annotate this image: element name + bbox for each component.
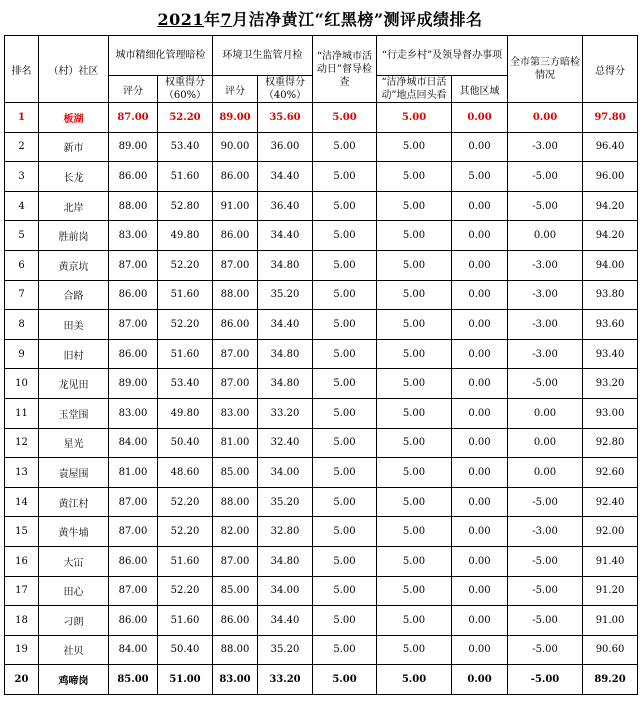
rank-cell: 2 (5, 132, 39, 162)
third-party-cell: 0.00 (508, 428, 583, 458)
community-cell: 星光 (39, 428, 109, 458)
total-score-cell: 92.80 (583, 428, 638, 458)
env-score-cell: 86.00 (213, 310, 258, 340)
rank-cell: 11 (5, 398, 39, 428)
env-score-cell: 86.00 (213, 606, 258, 636)
other-area-cell: 0.00 (452, 103, 508, 133)
other-area-cell: 0.00 (452, 517, 508, 547)
clean-spot-cell: 5.00 (377, 398, 452, 428)
env-score-cell: 87.00 (213, 339, 258, 369)
third-party-cell: -5.00 (508, 546, 583, 576)
other-area-cell: 0.00 (452, 132, 508, 162)
total-score-cell: 93.00 (583, 398, 638, 428)
header-total: 总得分 (583, 36, 638, 103)
env-score-cell: 86.00 (213, 162, 258, 192)
city-score-cell: 86.00 (109, 280, 158, 310)
table-row (5, 546, 638, 576)
env-weighted-cell: 34.80 (258, 369, 313, 399)
third-party-cell: -5.00 (508, 162, 583, 192)
rank-cell: 12 (5, 428, 39, 458)
env-weighted-cell: 34.40 (258, 162, 313, 192)
env-score-cell: 83.00 (213, 665, 258, 695)
third-party-cell: -3.00 (508, 250, 583, 280)
community-cell: 旧村 (39, 339, 109, 369)
total-score-cell: 97.80 (583, 103, 638, 133)
title-year-a: 20 (157, 10, 181, 29)
total-score-cell: 92.60 (583, 458, 638, 488)
total-score-cell: 93.40 (583, 339, 638, 369)
clean-day-cell: 5.00 (313, 250, 377, 280)
document-title (0, 0, 640, 36)
clean-spot-cell: 5.00 (377, 280, 452, 310)
city-weighted-cell: 49.80 (158, 398, 213, 428)
city-weighted-cell: 51.60 (158, 162, 213, 192)
env-score-cell: 86.00 (213, 221, 258, 251)
other-area-cell: 0.00 (452, 458, 508, 488)
city-weighted-cell: 53.40 (158, 369, 213, 399)
total-score-cell: 91.00 (583, 606, 638, 636)
city-score-cell: 86.00 (109, 606, 158, 636)
other-area-cell: 0.00 (452, 221, 508, 251)
city-weighted-cell: 52.20 (158, 250, 213, 280)
total-score-cell: 94.20 (583, 191, 638, 221)
city-score-cell: 87.00 (109, 103, 158, 133)
header-city-mgmt: 城市精细化管理暗检 (109, 36, 213, 76)
city-score-cell: 85.00 (109, 665, 158, 695)
env-score-cell: 88.00 (213, 635, 258, 665)
other-area-cell: 0.00 (452, 191, 508, 221)
city-score-cell: 86.00 (109, 546, 158, 576)
clean-spot-cell: 5.00 (377, 428, 452, 458)
city-score-cell: 89.00 (109, 369, 158, 399)
total-score-cell: 96.40 (583, 132, 638, 162)
third-party-cell: 0.00 (508, 458, 583, 488)
other-area-cell: 0.00 (452, 487, 508, 517)
env-weighted-cell: 36.40 (258, 191, 313, 221)
city-weighted-cell: 52.20 (158, 576, 213, 606)
third-party-cell: 0.00 (508, 103, 583, 133)
env-weighted-cell: 34.80 (258, 250, 313, 280)
rank-cell: 14 (5, 487, 39, 517)
city-score-cell: 88.00 (109, 191, 158, 221)
city-score-cell: 81.00 (109, 458, 158, 488)
clean-spot-cell: 5.00 (377, 250, 452, 280)
env-weighted-cell: 33.20 (258, 398, 313, 428)
clean-day-cell: 5.00 (313, 310, 377, 340)
env-score-cell: 83.00 (213, 398, 258, 428)
env-weighted-cell: 34.80 (258, 339, 313, 369)
city-weighted-cell: 52.80 (158, 191, 213, 221)
rank-cell: 3 (5, 162, 39, 192)
community-cell: 黄江村 (39, 487, 109, 517)
community-cell: 鸡啼岗 (39, 665, 109, 695)
env-weighted-cell: 36.00 (258, 132, 313, 162)
table-row (5, 280, 638, 310)
other-area-cell: 0.00 (452, 369, 508, 399)
table-row (5, 487, 638, 517)
clean-day-cell: 5.00 (313, 576, 377, 606)
other-area-cell: 5.00 (452, 162, 508, 192)
other-area-cell: 0.00 (452, 546, 508, 576)
community-cell: 袁屋围 (39, 458, 109, 488)
table-row (5, 458, 638, 488)
city-score-cell: 87.00 (109, 576, 158, 606)
community-cell: 长龙 (39, 162, 109, 192)
header-clean-spot: “洁净城市日活动”地点回头看 (377, 76, 452, 103)
clean-day-cell: 5.00 (313, 665, 377, 695)
clean-spot-cell: 5.00 (377, 221, 452, 251)
rank-cell: 16 (5, 546, 39, 576)
header-clean-day: “洁净城市活动日”督导检查 (313, 36, 377, 103)
third-party-cell: -5.00 (508, 665, 583, 695)
city-weighted-cell: 48.60 (158, 458, 213, 488)
total-score-cell: 96.00 (583, 162, 638, 192)
city-score-cell: 89.00 (109, 132, 158, 162)
other-area-cell: 0.00 (452, 310, 508, 340)
third-party-cell: -5.00 (508, 191, 583, 221)
header-other-area: 其他区域 (452, 76, 508, 103)
table-row (5, 339, 638, 369)
header-weighted-60: 权重得分（60%） (158, 76, 213, 103)
clean-spot-cell: 5.00 (377, 369, 452, 399)
table-row (5, 665, 638, 695)
third-party-cell: -3.00 (508, 310, 583, 340)
city-score-cell: 87.00 (109, 250, 158, 280)
third-party-cell: -5.00 (508, 487, 583, 517)
env-weighted-cell: 33.20 (258, 665, 313, 695)
env-score-cell: 85.00 (213, 458, 258, 488)
total-score-cell: 92.40 (583, 487, 638, 517)
clean-day-cell: 5.00 (313, 517, 377, 547)
rank-cell: 9 (5, 339, 39, 369)
clean-spot-cell: 5.00 (377, 132, 452, 162)
other-area-cell: 0.00 (452, 665, 508, 695)
total-score-cell: 90.60 (583, 635, 638, 665)
env-score-cell: 90.00 (213, 132, 258, 162)
table-row (5, 132, 638, 162)
rank-cell: 5 (5, 221, 39, 251)
table-row (5, 369, 638, 399)
total-score-cell: 93.20 (583, 369, 638, 399)
table-row (5, 310, 638, 340)
clean-day-cell: 5.00 (313, 487, 377, 517)
clean-spot-cell: 5.00 (377, 310, 452, 340)
rank-cell: 10 (5, 369, 39, 399)
header-visit: “行走乡村”及领导督办事项 (377, 36, 508, 76)
city-weighted-cell: 49.80 (158, 221, 213, 251)
rank-cell: 8 (5, 310, 39, 340)
table-row (5, 191, 638, 221)
total-score-cell: 94.00 (583, 250, 638, 280)
city-weighted-cell: 50.40 (158, 428, 213, 458)
table-row (5, 635, 638, 665)
city-weighted-cell: 51.60 (158, 280, 213, 310)
third-party-cell: -5.00 (508, 576, 583, 606)
clean-day-cell: 5.00 (313, 339, 377, 369)
city-weighted-cell: 51.60 (158, 339, 213, 369)
rank-cell: 4 (5, 191, 39, 221)
clean-day-cell: 5.00 (313, 132, 377, 162)
header-score-2: 评分 (213, 76, 258, 103)
community-cell: 田心 (39, 576, 109, 606)
env-weighted-cell: 35.20 (258, 280, 313, 310)
city-weighted-cell: 51.00 (158, 665, 213, 695)
clean-spot-cell: 5.00 (377, 606, 452, 636)
city-score-cell: 87.00 (109, 310, 158, 340)
third-party-cell: 0.00 (508, 221, 583, 251)
env-weighted-cell: 34.40 (258, 221, 313, 251)
third-party-cell: -5.00 (508, 606, 583, 636)
env-weighted-cell: 34.00 (258, 576, 313, 606)
total-score-cell: 92.00 (583, 517, 638, 547)
header-rank: 排名 (5, 36, 39, 103)
city-weighted-cell: 51.60 (158, 546, 213, 576)
city-score-cell: 83.00 (109, 221, 158, 251)
community-cell: 田美 (39, 310, 109, 340)
clean-day-cell: 5.00 (313, 428, 377, 458)
header-community: （村）社区 (39, 36, 109, 103)
community-cell: 黄京坑 (39, 250, 109, 280)
other-area-cell: 0.00 (452, 635, 508, 665)
rank-cell: 6 (5, 250, 39, 280)
env-weighted-cell: 34.80 (258, 546, 313, 576)
table-row (5, 398, 638, 428)
env-score-cell: 81.00 (213, 428, 258, 458)
clean-day-cell: 5.00 (313, 546, 377, 576)
clean-day-cell: 5.00 (313, 103, 377, 133)
env-score-cell: 87.00 (213, 250, 258, 280)
rank-cell: 17 (5, 576, 39, 606)
city-score-cell: 87.00 (109, 487, 158, 517)
community-cell: 大冚 (39, 546, 109, 576)
env-weighted-cell: 32.40 (258, 428, 313, 458)
env-score-cell: 87.00 (213, 546, 258, 576)
community-cell: 玉堂围 (39, 398, 109, 428)
table-row (5, 428, 638, 458)
env-weighted-cell: 32.80 (258, 517, 313, 547)
clean-day-cell: 5.00 (313, 398, 377, 428)
third-party-cell: -5.00 (508, 635, 583, 665)
clean-spot-cell: 5.00 (377, 635, 452, 665)
rank-cell: 13 (5, 458, 39, 488)
third-party-cell: 0.00 (508, 398, 583, 428)
clean-day-cell: 5.00 (313, 191, 377, 221)
table-row (5, 221, 638, 251)
city-weighted-cell: 51.60 (158, 606, 213, 636)
env-weighted-cell: 35.20 (258, 635, 313, 665)
rank-cell: 1 (5, 103, 39, 133)
clean-day-cell: 5.00 (313, 369, 377, 399)
other-area-cell: 0.00 (452, 398, 508, 428)
city-weighted-cell: 52.20 (158, 517, 213, 547)
rank-cell: 19 (5, 635, 39, 665)
other-area-cell: 0.00 (452, 280, 508, 310)
clean-spot-cell: 5.00 (377, 487, 452, 517)
clean-spot-cell: 5.00 (377, 103, 452, 133)
third-party-cell: -3.00 (508, 132, 583, 162)
clean-spot-cell: 5.00 (377, 458, 452, 488)
table-row (5, 606, 638, 636)
env-score-cell: 87.00 (213, 369, 258, 399)
table-row (5, 162, 638, 192)
header-weighted-40: 权重得分（40%） (258, 76, 313, 103)
city-score-cell: 83.00 (109, 398, 158, 428)
city-score-cell: 86.00 (109, 162, 158, 192)
clean-spot-cell: 5.00 (377, 517, 452, 547)
env-weighted-cell: 35.20 (258, 487, 313, 517)
rank-cell: 20 (5, 665, 39, 695)
env-weighted-cell: 34.00 (258, 458, 313, 488)
header-row-1 (5, 36, 638, 76)
third-party-cell: -5.00 (508, 369, 583, 399)
total-score-cell: 93.80 (583, 280, 638, 310)
total-score-cell: 89.20 (583, 665, 638, 695)
rank-cell: 15 (5, 517, 39, 547)
env-score-cell: 89.00 (213, 103, 258, 133)
header-env: 环境卫生监管月检 (213, 36, 313, 76)
clean-day-cell: 5.00 (313, 606, 377, 636)
community-cell: 刁朗 (39, 606, 109, 636)
title-rest: 月洁净黄江“红黑榜”测评成绩排名 (232, 10, 483, 29)
community-cell: 社贝 (39, 635, 109, 665)
city-score-cell: 84.00 (109, 428, 158, 458)
third-party-cell: -3.00 (508, 280, 583, 310)
table-row (5, 576, 638, 606)
table-row (5, 250, 638, 280)
other-area-cell: 0.00 (452, 339, 508, 369)
env-score-cell: 88.00 (213, 487, 258, 517)
env-weighted-cell: 34.40 (258, 606, 313, 636)
clean-spot-cell: 5.00 (377, 665, 452, 695)
title-month: 7 (220, 10, 233, 29)
total-score-cell: 91.20 (583, 576, 638, 606)
env-weighted-cell: 34.40 (258, 310, 313, 340)
clean-spot-cell: 5.00 (377, 546, 452, 576)
community-cell: 板湖 (39, 103, 109, 133)
community-cell: 北岸 (39, 191, 109, 221)
clean-day-cell: 5.00 (313, 162, 377, 192)
header-score: 评分 (109, 76, 158, 103)
title-year-word: 年 (203, 10, 221, 29)
city-weighted-cell: 52.20 (158, 310, 213, 340)
other-area-cell: 0.00 (452, 606, 508, 636)
clean-day-cell: 5.00 (313, 280, 377, 310)
env-score-cell: 85.00 (213, 576, 258, 606)
clean-day-cell: 5.00 (313, 635, 377, 665)
city-weighted-cell: 52.20 (158, 487, 213, 517)
table-row (5, 103, 638, 133)
total-score-cell: 93.60 (583, 310, 638, 340)
env-score-cell: 82.00 (213, 517, 258, 547)
header-third-party: 全市第三方暗检情况 (508, 36, 583, 103)
city-weighted-cell: 50.40 (158, 635, 213, 665)
community-cell: 黄牛埔 (39, 517, 109, 547)
ranking-table (4, 35, 638, 695)
city-weighted-cell: 52.20 (158, 103, 213, 133)
rank-cell: 18 (5, 606, 39, 636)
other-area-cell: 0.00 (452, 576, 508, 606)
clean-spot-cell: 5.00 (377, 191, 452, 221)
env-score-cell: 91.00 (213, 191, 258, 221)
clean-spot-cell: 5.00 (377, 576, 452, 606)
clean-day-cell: 5.00 (313, 221, 377, 251)
other-area-cell: 0.00 (452, 250, 508, 280)
city-score-cell: 84.00 (109, 635, 158, 665)
community-cell: 新市 (39, 132, 109, 162)
title-year-b: 21 (180, 10, 204, 29)
total-score-cell: 91.40 (583, 546, 638, 576)
community-cell: 合路 (39, 280, 109, 310)
third-party-cell: -3.00 (508, 517, 583, 547)
city-weighted-cell: 53.40 (158, 132, 213, 162)
env-score-cell: 88.00 (213, 280, 258, 310)
clean-spot-cell: 5.00 (377, 339, 452, 369)
total-score-cell: 94.20 (583, 221, 638, 251)
third-party-cell: -3.00 (508, 339, 583, 369)
city-score-cell: 87.00 (109, 517, 158, 547)
city-score-cell: 86.00 (109, 339, 158, 369)
community-cell: 龙见田 (39, 369, 109, 399)
table-row (5, 517, 638, 547)
community-cell: 胜前岗 (39, 221, 109, 251)
rank-cell: 7 (5, 280, 39, 310)
other-area-cell: 0.00 (452, 428, 508, 458)
clean-spot-cell: 5.00 (377, 162, 452, 192)
env-weighted-cell: 35.60 (258, 103, 313, 133)
clean-day-cell: 5.00 (313, 458, 377, 488)
